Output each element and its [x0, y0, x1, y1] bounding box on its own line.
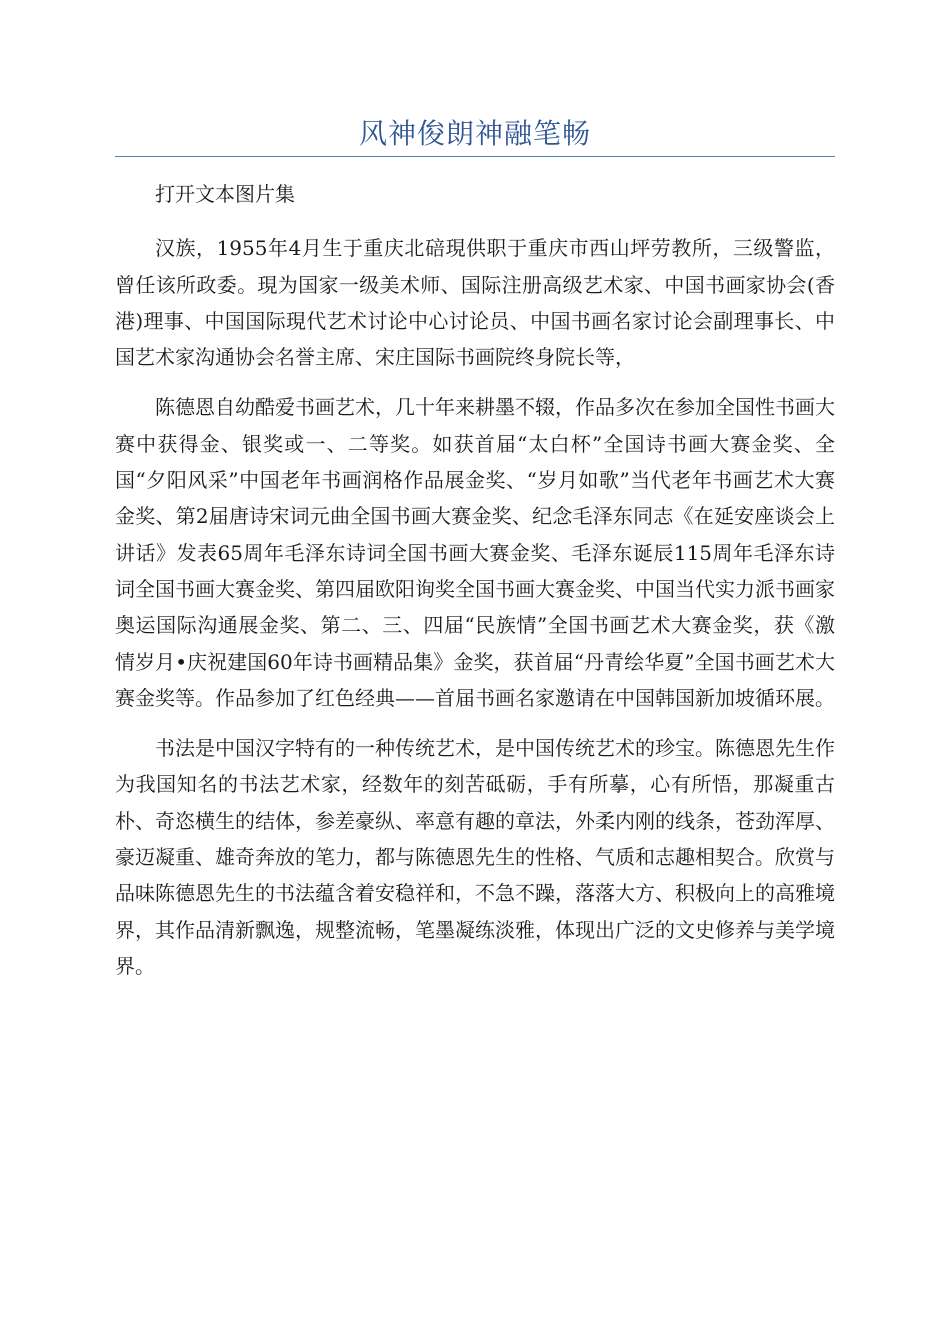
- document-title: 风神俊朗神融笔畅: [358, 117, 591, 150]
- paragraph-biography: 汉族，1955年4月生于重庆北碚現供职于重庆市西山坪劳教所，三级警监，曾任该所政委。現为国家一级美术师、国际注册高级艺术家、中国书画家协会(香港)理事、中国国际現代艺术讨论中心讨论员、中国书画名家讨论会副理事长、中国艺术家沟通协会名誉主席、宋庄国际书画院终身院长等，: [115, 236, 835, 370]
- paragraph-calligraphy: 书法是中国汉字特有的一种传统艺术，是中国传统艺术的珍宝。陈德恩先生作为我国知名的书法艺术家，经数年的刻苦砥砺，手有所摹，心有所悟，那凝重古朴、奇恣横生的结体，参差豪纵、率意有趣的章法，外柔内刚的线条，苍劲浑厚、豪迈凝重、雄奇奔放的笔力，都与陈德恩先生的性格、气质和志趣相契合。欣赏与品味陈德恩先生的书法蕴含着安稳祥和，不急不躁，落落大方、积极向上的高雅境界，其作品清新飘逸，规整流畅，笔墨凝练淡雅，体现出广泛的文史修养与美学境界。: [115, 736, 835, 978]
- title-block: [115, 112, 835, 157]
- paragraph-awards: 陈德恩自幼酷爱书画艺术，几十年来耕墨不辍，作品多次在参加全国性书画大赛中获得金、银奖或一、二等奖。如获首届“太白杯”全国诗书画大赛金奖、全国“夕阳风采”中国老年书画润格作品展金奖、“岁月如歌”当代老年书画艺术大赛金奖、第2届唐诗宋词元曲全国书画大赛金奖、纪念毛泽东同志《在延安座谈会上讲话》发表65周年毛泽东诗词全国书画大赛金奖、毛泽东诞辰115周年毛泽东诗词全国书画大赛金奖、第四届欧阳询奖全国书画大赛金奖、中国当代实力派书画家奥运国际沟通展金奖、第二、三、四届“民族情”全国书画艺术大赛金奖，获《激情岁月•庆祝建国60年诗书画精品集》金奖，获首届“丹青绘华夏”全国书画艺术大赛金奖等。作品参加了红色经典——首届书画名家邀请在中国韩国新加坡循环展。: [115, 395, 835, 710]
- document-body: [115, 176, 835, 998]
- paragraph-open-gallery: 打开文本图片集: [155, 182, 295, 206]
